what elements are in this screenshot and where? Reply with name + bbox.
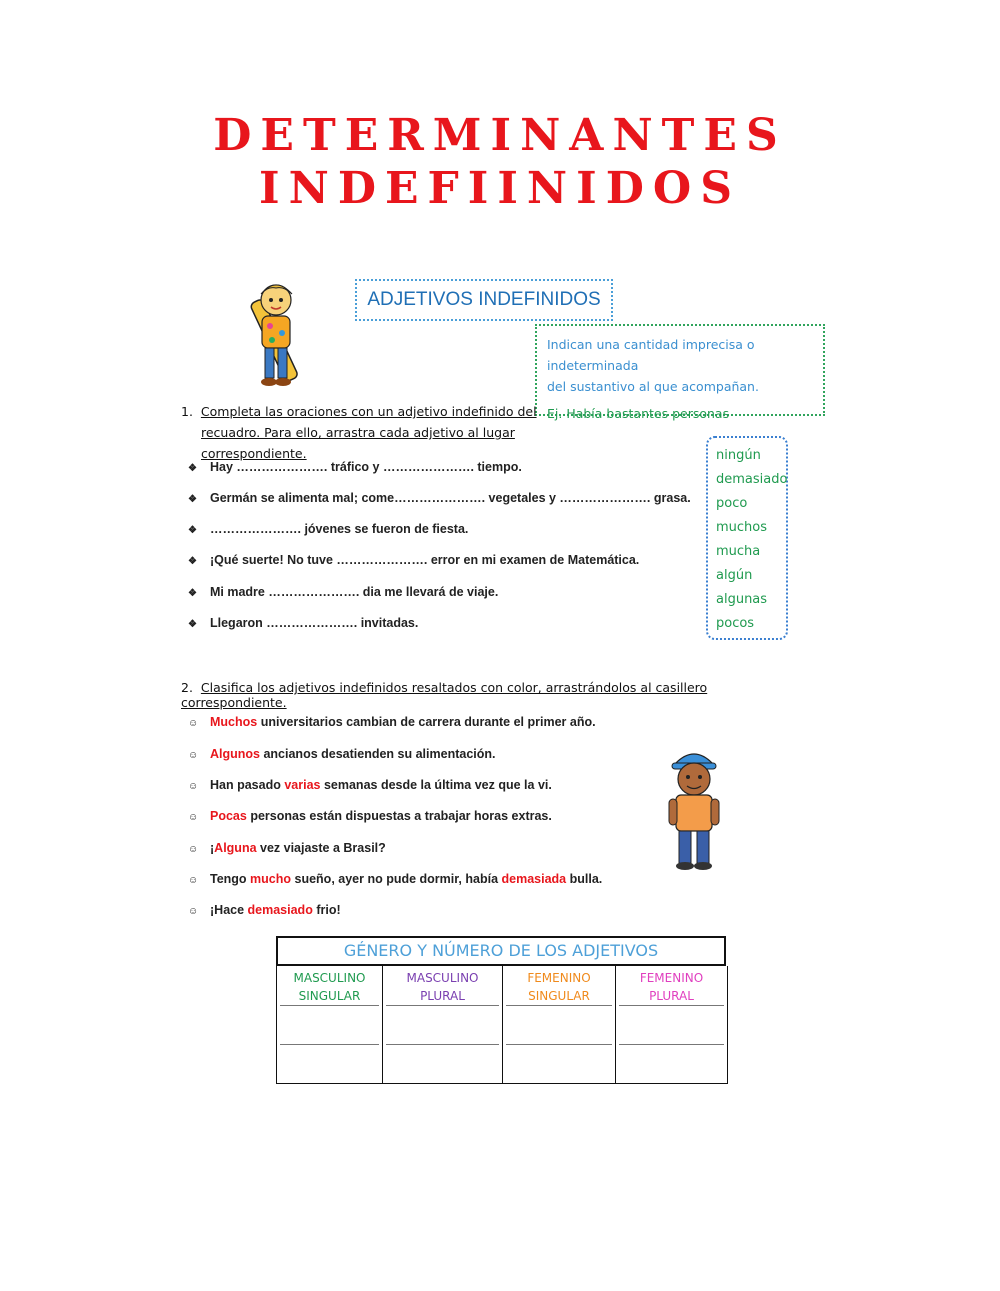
table-grid [276,966,728,1084]
exercise-2-instruction [181,680,801,710]
exercise-2-sentence [188,903,341,917]
column-header [386,966,499,1006]
smiley-bullet-icon: ☺ [188,844,199,855]
word-bank-item[interactable]: poco [716,496,748,511]
sentence-pre: ¡ [210,841,215,855]
highlighted-adjective[interactable]: demasiada [501,872,567,886]
column-header-line-1: FEMENINO [527,971,591,985]
word-bank [706,436,788,640]
drop-cell[interactable] [619,1045,724,1083]
column-masculino-singular [277,966,382,1083]
word-bank-item[interactable]: algún [716,568,753,583]
word-bank-item[interactable]: ningún [716,448,761,463]
highlighted-adjective[interactable]: Pocas [210,809,247,823]
definition-example: Ej. Había bastantes personas [547,406,730,421]
column-femenino-singular [502,966,615,1083]
column-header-line-2: SINGULAR [298,989,361,1003]
column-masculino-plural [382,966,502,1083]
column-femenino-plural [615,966,727,1083]
diamond-bullet-icon: ❖ [188,588,197,599]
word-bank-item[interactable]: muchos [716,520,768,535]
sentence-text[interactable]: Germán se alimenta mal; come…………………. vegetales y …………………. grasa. [210,491,691,505]
diamond-bullet-icon: ❖ [188,619,197,630]
exercise-2-sentence [188,872,602,886]
exercise-1-sentence [188,460,522,474]
page-title-line-2: INDEFIINIDOS [259,163,741,214]
sentence-rest: frio! [312,903,341,917]
diamond-bullet-icon: ❖ [188,556,197,567]
highlighted-adjective[interactable]: demasiado [247,903,313,917]
sentence-text[interactable]: ¡Qué suerte! No tuve …………………. error en mi examen de Matemática. [210,553,640,567]
sentence-text[interactable]: Llegaron …………………. invitadas. [210,616,419,630]
smiley-bullet-icon: ☺ [188,812,199,823]
highlighted-adjective[interactable]: mucho [250,872,292,886]
smiley-bullet-icon: ☺ [188,875,199,886]
concept-heading-box [355,279,613,321]
exercise-1-instruction-line-2: recuadro. Para ello, arrastra cada adjetivo al lugar correspondiente. [201,425,515,461]
concept-heading: ADJETIVOS INDEFINIDOS [367,289,601,310]
highlighted-adjective[interactable]: Algunos [210,747,260,761]
column-header [506,966,612,1006]
column-header [280,966,379,1006]
drop-cell[interactable] [386,1006,499,1045]
sentence-rest: sueño, ayer no pude dormir, había [291,872,502,886]
exercise-2-sentence [188,715,596,729]
column-header-line-1: FEMENINO [639,971,704,985]
classification-table [276,936,728,1084]
definition-line-2: del sustantivo al que acompañan. [547,379,759,394]
table-heading: GÉNERO Y NÚMERO DE LOS ADJETIVOS [276,936,726,966]
column-header [619,966,724,1006]
exercise-2-sentence [188,809,552,823]
smiley-bullet-icon: ☺ [188,906,199,917]
drop-cell[interactable] [619,1006,724,1045]
exercise-1-sentence [188,616,418,630]
drop-cell[interactable] [386,1045,499,1083]
sentence-rest: vez viajaste a Brasil? [256,841,386,855]
sentence-pre: Tengo [210,872,251,886]
sentence-pre: ¡Hace [210,903,248,917]
drop-cell[interactable] [506,1045,612,1083]
exercise-1-instruction [181,401,621,464]
diamond-bullet-icon: ❖ [188,525,197,536]
exercise-1-sentence [188,522,468,536]
sentence-rest: ancianos desatienden su alimentación. [260,747,496,761]
word-bank-item[interactable]: algunas [716,592,768,607]
column-header-line-2: PLURAL [649,989,694,1003]
column-header-line-2: SINGULAR [528,989,590,1003]
column-header-line-1: MASCULINO [293,971,366,985]
sentence-text[interactable]: …………………. jóvenes se fueron de fiesta. [210,522,469,536]
exercise-1-sentence [188,553,639,567]
sentence-rest: semanas desde la última vez que la vi. [320,778,552,792]
smiley-bullet-icon: ☺ [188,781,199,792]
sentence-rest: personas están dispuestas a trabajar horas extras. [246,809,552,823]
page-title-line-1: DETERMINANTES [213,110,787,161]
exercise-2-sentence [188,841,386,855]
word-bank-item[interactable]: mucha [716,544,761,559]
highlighted-adjective[interactable]: varias [284,778,321,792]
exercise-2-sentence [188,778,552,792]
highlighted-adjective[interactable]: Alguna [214,841,257,855]
exercise-1-sentence [188,491,691,505]
column-header-line-1: MASCULINO [406,971,479,985]
exercise-1-number: 1. [181,404,193,419]
diamond-bullet-icon: ❖ [188,494,197,505]
drop-cell[interactable] [280,1045,379,1083]
boy-with-cap-illustration [664,743,724,873]
sentence-text[interactable]: Hay …………………. tráfico y …………………. tiempo. [210,460,522,474]
column-header-line-2: PLURAL [420,989,465,1003]
drop-cell[interactable] [506,1006,612,1045]
exercise-1-instruction-line-1: Completa las oraciones con un adjetivo indefinido del [200,404,537,419]
diamond-bullet-icon: ❖ [188,463,197,474]
highlighted-adjective[interactable]: Muchos [210,715,258,729]
definition-line-1: Indican una cantidad imprecisa o indeterminada [547,337,755,373]
exercise-2-sentence [188,747,496,761]
sentence-rest: universitarios cambian de carrera durante el primer año. [257,715,596,729]
word-bank-item[interactable]: pocos [716,616,755,631]
sentence-text[interactable]: Mi madre …………………. dia me llevará de viaje. [210,585,499,599]
drop-cell[interactable] [280,1006,379,1045]
exercise-1-sentence [188,585,498,599]
exercise-2-number: 2. [181,680,193,695]
exercise-2-instruction-text: Clasifica los adjetivos indefinidos resaltados con color, arrastrándolos al casillero correspondiente. [181,680,708,710]
sentence-pre: Han pasado [210,778,285,792]
word-bank-item[interactable]: demasiado [716,472,788,487]
smiley-bullet-icon: ☺ [188,750,199,761]
girl-with-pencil-illustration [232,278,312,398]
sentence-end: bulla. [566,872,603,886]
smiley-bullet-icon: ☺ [188,718,199,729]
